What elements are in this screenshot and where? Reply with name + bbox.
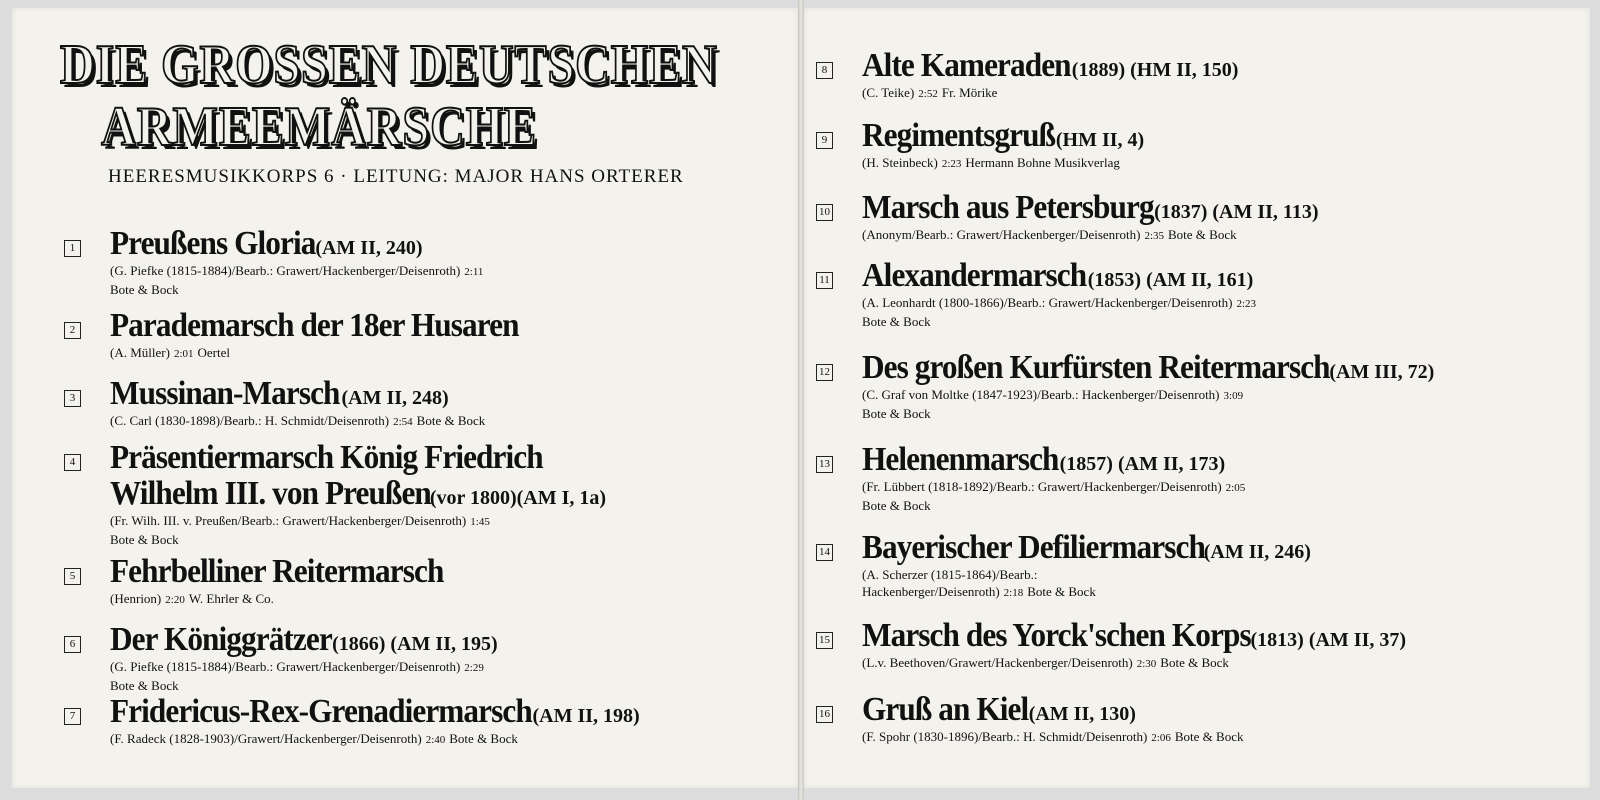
track-credit: (Fr. Wilh. III. v. Preußen/Bearb.: Grawert/Hackenberger/Deisenroth) (110, 513, 467, 528)
track-publisher: Hermann Bohne Musikverlag (965, 155, 1120, 170)
track-title: Präsentiermarsch König Friedrich (110, 439, 543, 476)
track-credit-line (862, 386, 1552, 405)
track-credit: (H. Steinbeck) (862, 155, 938, 170)
track-credit-line (862, 566, 1552, 583)
track-publisher-line (110, 531, 800, 548)
album-subtitle: HEERESMUSIKKORPS 6 · LEITUNG: MAJOR HANS ORTERER (108, 166, 684, 187)
track-duration: 2:05 (1225, 482, 1246, 494)
track-credit: (C. Teike) (862, 85, 915, 100)
track-body (110, 694, 800, 749)
track-title: Gruß an Kiel (862, 691, 1029, 728)
track-reference: (vor 1800)(AM I, 1a) (429, 487, 607, 509)
track-reference: (AM II, 198) (532, 705, 640, 727)
track-title-line (862, 442, 1552, 478)
track-reference: (1857) (AM II, 173) (1059, 453, 1226, 475)
track-publisher: Bote & Bock (449, 731, 518, 746)
track-reference: (1889) (HM II, 150) (1071, 59, 1239, 81)
track-duration: 2:29 (464, 662, 484, 674)
track-number: 1 (64, 240, 81, 257)
track-duration: 2:54 (393, 416, 413, 428)
track-number: 13 (816, 456, 833, 473)
track-number: 8 (816, 62, 833, 79)
track-credit: (A. Scherzer (1815-1864)/Bearb.: (862, 567, 1038, 582)
track-publisher-line (862, 405, 1552, 422)
track-credit-line (862, 84, 1552, 103)
track-credit-line (862, 478, 1552, 497)
track-duration: 2:01 (173, 348, 194, 360)
track-number: 12 (816, 364, 833, 381)
track-title: Helenenmarsch (862, 441, 1059, 478)
track-body (110, 376, 800, 431)
track-title: Marsch des Yorck'schen Korps (862, 617, 1251, 654)
track-body (862, 442, 1552, 514)
track-body (862, 190, 1552, 245)
track-title-line (110, 308, 800, 344)
track-reference: (HM II, 4) (1055, 129, 1145, 151)
track-body (110, 622, 800, 694)
album-title-line1: DIE GROSSEN DEUTSCHEN (60, 34, 718, 96)
track-publisher: Bote & Bock (862, 406, 931, 421)
track-credit: (Fr. Lübbert (1818-1892)/Bearb.: Grawert/Hackenberger/Deisenroth) (862, 479, 1222, 494)
track-body (862, 530, 1552, 602)
track-publisher: Bote & Bock (862, 498, 931, 513)
album-title (60, 34, 718, 158)
track-title-cont: Wilhelm III. von Preußen (110, 475, 431, 512)
track-title: Preußens Gloria (110, 225, 316, 262)
track-duration: 2:23 (1236, 298, 1257, 310)
track-duration: 2:11 (464, 266, 484, 278)
track-title: Fridericus-Rex-Grenadiermarsch (110, 693, 532, 730)
track-body (862, 350, 1552, 422)
track-title: Der Königgrätzer (110, 621, 332, 658)
track-reference: (AM II, 240) (315, 237, 423, 259)
track-credit: (C. Graf von Moltke (1847-1923)/Bearb.: Hackenberger/Deisenroth) (862, 387, 1220, 402)
track-publisher: Oertel (197, 345, 230, 360)
track-credit: (L.v. Beethoven/Grawert/Hackenberger/Deisenroth) (862, 655, 1133, 670)
track-credit-line (862, 226, 1552, 245)
track-number: 7 (64, 708, 81, 725)
track-number: 5 (64, 568, 81, 585)
track-number: 6 (64, 636, 81, 653)
track-title-line (110, 554, 800, 590)
track-duration: 3:09 (1223, 390, 1244, 402)
track-title: Mussinan-Marsch (110, 375, 340, 412)
track-publisher: Bote & Bock (416, 413, 486, 428)
track-title-line (110, 440, 800, 476)
track-reference: (1813) (AM II, 37) (1250, 629, 1407, 651)
track-credit: (G. Piefke (1815-1884)/Bearb.: Grawert/Hackenberger/Deisenroth) (110, 263, 461, 278)
track-title-line (862, 530, 1552, 566)
track-reference: (AM II, 248) (341, 387, 449, 409)
track-publisher-line (862, 313, 1552, 330)
track-duration: 2:40 (425, 734, 446, 746)
track-credit-line-2 (862, 583, 1552, 602)
track-publisher: Bote & Bock (1027, 584, 1096, 599)
track-number: 16 (816, 706, 833, 723)
track-body (862, 258, 1552, 330)
track-duration: 1:45 (470, 516, 490, 528)
track-credit-line (862, 728, 1552, 747)
track-number: 9 (816, 132, 833, 149)
track-publisher: Bote & Bock (110, 678, 179, 693)
track-title: Alte Kameraden (862, 47, 1071, 84)
track-number: 2 (64, 322, 81, 339)
track-credit-line (110, 412, 800, 431)
track-credit: (Anonym/Bearb.: Grawert/Hackenberger/Deisenroth) (862, 227, 1141, 242)
track-credit-line (110, 344, 800, 363)
track-title-line (110, 376, 800, 412)
track-reference: (1866) (AM II, 195) (332, 633, 498, 655)
track-credit: (C. Carl (1830-1898)/Bearb.: H. Schmidt/Deisenroth) (110, 413, 390, 428)
right-page (804, 8, 1590, 788)
track-title-line (862, 350, 1552, 386)
track-body (862, 618, 1552, 673)
track-title-line (862, 258, 1552, 294)
track-publisher-line (862, 497, 1552, 514)
track-reference: (AM II, 246) (1203, 541, 1311, 563)
track-credit-line (110, 512, 800, 531)
track-credit: (A. Leonhardt (1800-1866)/Bearb.: Grawert/Hackenberger/Deisenroth) (862, 295, 1233, 310)
track-publisher: W. Ehrler & Co. (188, 591, 274, 606)
track-duration: 2:23 (941, 158, 962, 170)
track-title: Regimentsgruß (862, 117, 1056, 154)
track-title-line (110, 694, 800, 730)
track-publisher: Bote & Bock (1174, 729, 1244, 744)
track-credit: (G. Piefke (1815-1884)/Bearb.: Grawert/Hackenberger/Deisenroth) (110, 659, 461, 674)
track-publisher: Fr. Mörike (941, 85, 998, 100)
left-page (12, 8, 798, 788)
track-credit: (Henrion) (110, 591, 162, 606)
track-title-line (862, 118, 1552, 154)
track-credit-line (862, 154, 1552, 173)
track-body (862, 48, 1552, 103)
track-publisher: Bote & Bock (110, 532, 179, 547)
track-duration: 2:18 (1003, 587, 1024, 599)
track-title: Des großen Kurfürsten Reitermarsch (862, 349, 1330, 386)
track-number: 11 (816, 272, 833, 289)
track-number: 14 (816, 544, 833, 561)
track-body (110, 308, 800, 363)
track-title: Alexandermarsch (862, 257, 1087, 294)
track-credit-line (110, 262, 800, 281)
album-title-line2: ARMEEMÄRSCHE (101, 96, 538, 158)
track-number: 15 (816, 632, 833, 649)
track-title-line-2 (110, 476, 800, 512)
track-number: 4 (64, 454, 81, 471)
track-duration: 2:30 (1136, 658, 1157, 670)
track-credit-line (862, 654, 1552, 673)
track-publisher: Bote & Bock (862, 314, 931, 329)
track-publisher: Bote & Bock (1160, 655, 1229, 670)
track-body (110, 440, 800, 548)
track-number: 3 (64, 390, 81, 407)
track-duration: 2:06 (1151, 732, 1171, 744)
track-title-line (862, 190, 1552, 226)
track-reference: (1837) (AM II, 113) (1154, 201, 1319, 223)
track-publisher: Bote & Bock (1168, 227, 1237, 242)
track-title: Bayerischer Defiliermarsch (862, 529, 1205, 566)
track-duration: 2:35 (1144, 230, 1164, 242)
track-credit-line (110, 658, 800, 677)
track-title: Marsch aus Petersburg (862, 189, 1154, 226)
track-reference: (1853) (AM II, 161) (1087, 269, 1254, 291)
track-title-line (862, 48, 1552, 84)
track-publisher-line (110, 677, 800, 694)
track-duration: 2:20 (165, 594, 185, 606)
track-title-line (110, 622, 800, 658)
track-body (110, 226, 800, 298)
track-reference: (AM II, 130) (1028, 703, 1136, 725)
track-body (862, 692, 1552, 747)
track-credit-line (110, 590, 800, 609)
track-title-line (110, 226, 800, 262)
track-title-line (862, 692, 1552, 728)
track-publisher-line (110, 281, 800, 298)
track-reference: (AM III, 72) (1329, 361, 1435, 383)
track-body (862, 118, 1552, 173)
track-credit-line (862, 294, 1552, 313)
track-credit-line (110, 730, 800, 749)
track-title: Fehrbelliner Reitermarsch (110, 553, 444, 590)
track-credit-cont: Hackenberger/Deisenroth) (862, 584, 1000, 599)
track-body (110, 554, 800, 609)
track-credit: (F. Spohr (1830-1896)/Bearb.: H. Schmidt/Deisenroth) (862, 729, 1148, 744)
track-credit: (A. Müller) (110, 345, 170, 360)
track-title: Parademarsch der 18er Husaren (110, 307, 519, 344)
track-credit: (F. Radeck (1828-1903)/Grawert/Hackenberger/Deisenroth) (110, 731, 422, 746)
track-duration: 2:52 (918, 88, 938, 100)
track-publisher: Bote & Bock (110, 282, 179, 297)
track-number: 10 (816, 204, 833, 221)
track-title-line (862, 618, 1552, 654)
